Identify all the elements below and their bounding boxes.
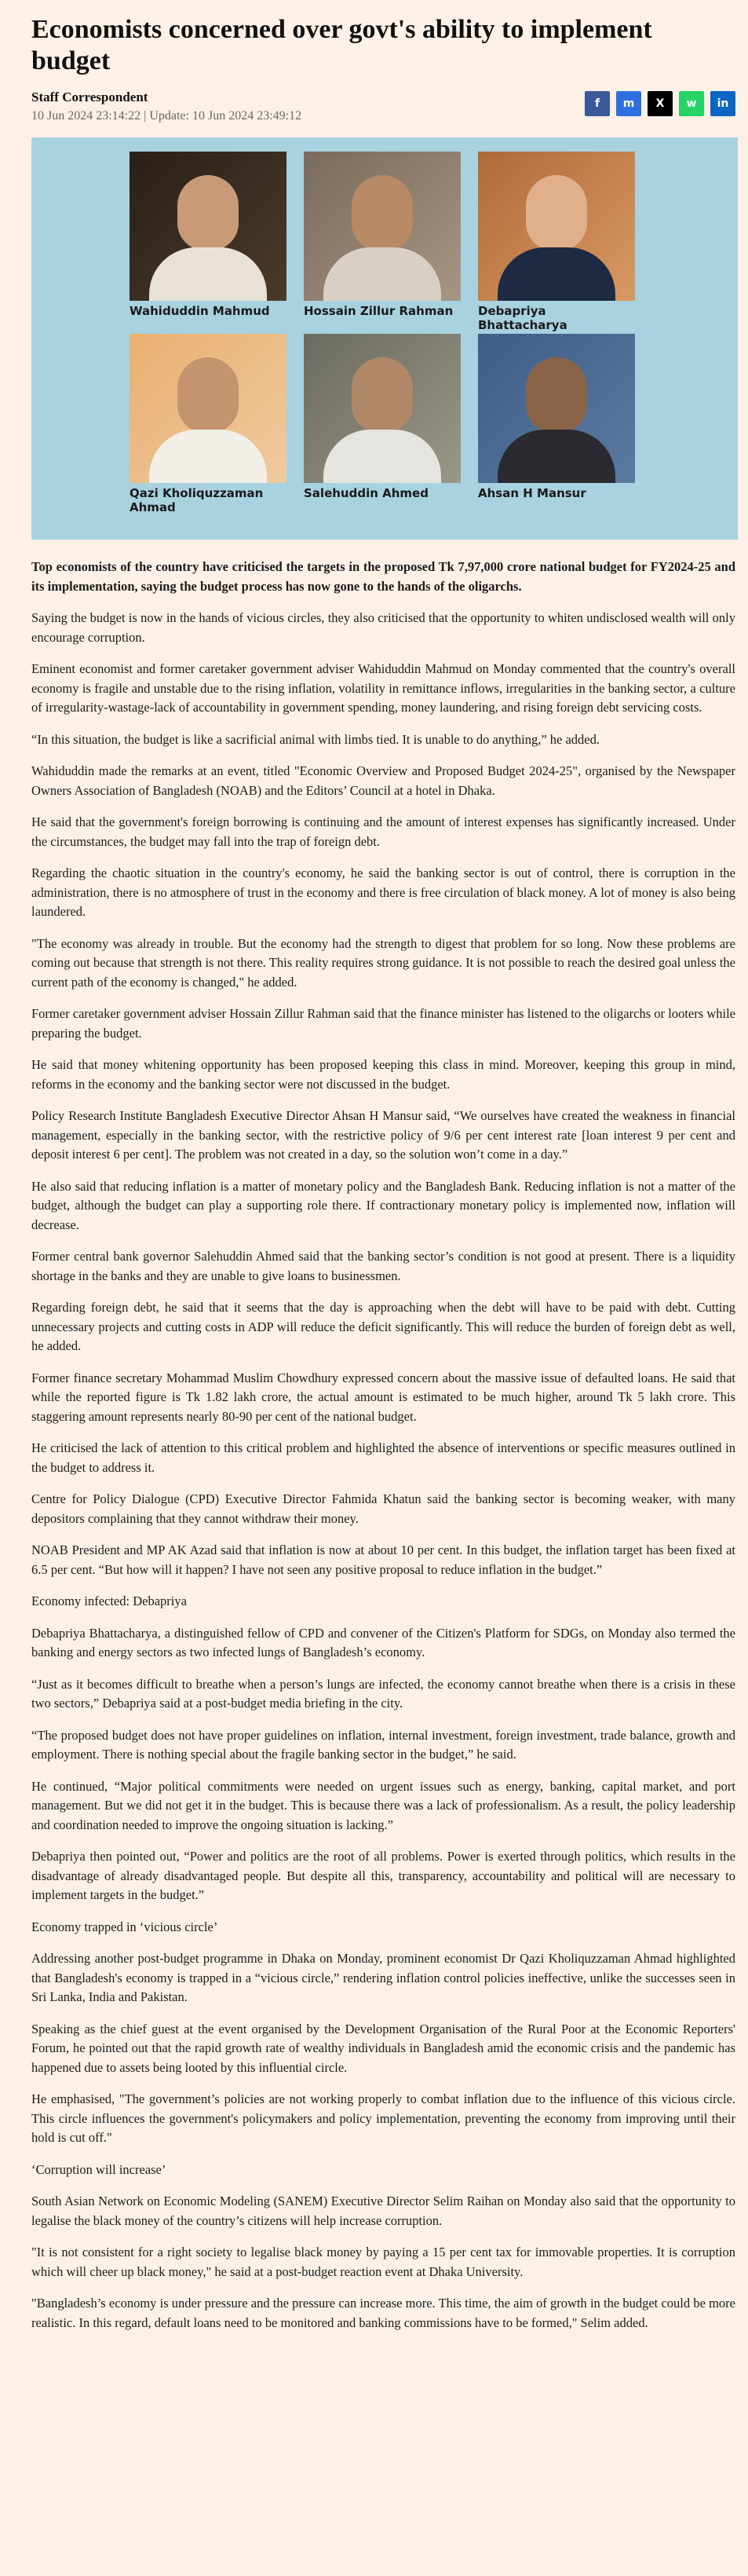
publish-dates: 10 Jun 2024 23:14:22 | Update: 10 Jun 2024 23:49:12 xyxy=(31,109,302,123)
body-paragraph: He emphasised, "The government’s policies are not working properly to combat inflation due to the influence of this vicious circle. This circle influences the government's policymakers and policy implementation, preventing the economy from improving until their hold is cut off." xyxy=(31,2091,735,2145)
portrait-card xyxy=(130,152,286,334)
subheading: Economy trapped in ‘vicious circle’ xyxy=(31,1919,218,1934)
portrait-name: Hossain Zillur Rahman xyxy=(304,304,454,318)
body-paragraph: Wahiduddin made the remarks at an event, titled "Economic Overview and Proposed Budget 2024-25", organised by the Newspaper Owners Association of Bangladesh (NOAB) and the Editors’ Council at a hotel in Dhaka. xyxy=(31,763,735,798)
portrait-photo xyxy=(304,334,461,483)
body-paragraph: NOAB President and MP AK Azad said that inflation is now at about 10 per cent. In this budget, the inflation target has been fixed at 6.5 per cent. “But how will it happen? I have not seen any positive proposal to reduce inflation in the budget.” xyxy=(31,1542,735,1577)
body-paragraph: South Asian Network on Economic Modeling (SANEM) Executive Director Selim Raihan on Monday also said that the opportunity to legalise the black money of the country’s citizens will help increase corruption. xyxy=(31,2194,735,2228)
portrait-photo xyxy=(130,152,286,301)
whatsapp-share-icon[interactable]: w xyxy=(679,91,704,116)
body-paragraph: Debapriya Bhattacharya, a distinguished fellow of CPD and convener of the Citizen's Platform for SDGs, on Monday also termed the banking and energy sectors as two infected lungs of Bangladesh’s economy. xyxy=(31,1625,735,1659)
body-paragraph: "It is not consistent for a right society to legalise black money by paying a 15 per cent tax for immovable properties. It is corruption which will cheer up black money," he said at a post-budget reaction event at Dhaka University. xyxy=(31,2245,735,2279)
portrait-name: Ahsan H Mansur xyxy=(478,486,586,500)
body-paragraph: He said that the government's foreign borrowing is continuing and the amount of interest expenses has significantly increased. Under the circumstances, the budget may fall into the trap of foreign debt. xyxy=(31,814,735,849)
facebook-share-icon[interactable]: f xyxy=(585,91,610,116)
portrait-name: Debapriya Bhattacharya xyxy=(478,304,567,332)
economists-photo-grid xyxy=(130,152,636,516)
author-name[interactable]: Staff Correspondent xyxy=(31,90,148,104)
body-paragraph: Eminent economist and former caretaker government adviser Wahiduddin Mahmud on Monday commented that the country's overall economy is fragile and unstable due to the rising inflation, volatility in remittance inflows, irregularities in the banking sector, a culture of irregularity-wastage-lack of accountability in government spending, money laundering, and rising foreign debt servicing costs. xyxy=(31,661,735,715)
portrait-photo xyxy=(478,334,635,483)
portrait-photo xyxy=(130,334,286,483)
subheading: ‘Corruption will increase’ xyxy=(31,2161,166,2177)
body-paragraph: He criticised the lack of attention to this critical problem and highlighted the absence of interventions or specific measures outlined in the budget to address it. xyxy=(31,1440,735,1475)
body-paragraph: "The economy was already in trouble. But the economy had the strength to digest that problem for so long. Now these problems are coming out because that strength is not there. This reality requires strong guidance. It is not possible to reach the desired goal unless the current path of the economy is changed," he added. xyxy=(31,935,735,990)
body-paragraph: He said that money whitening opportunity has been proposed keeping this class in mind. Moreover, keeping this group in mind, reforms in the economy and the banking sector were not discussed in the budget. xyxy=(31,1057,735,1092)
portrait-name: Wahiduddin Mahmud xyxy=(130,304,270,318)
body-paragraph: “The proposed budget does not have proper guidelines on inflation, internal investment, foreign investment, trade balance, growth and employment. There is nothing special about the fragile banking sector in the budget,” he said. xyxy=(31,1727,735,1762)
body-paragraph: Regarding the chaotic situation in the country's economy, he said the banking sector is out of control, there is corruption in the administration, there is no atmosphere of trust in the economy and there is free circulation of black money. A lot of money is also being laundered. xyxy=(31,865,735,919)
portrait-name: Qazi Kholiquzzaman Ahmad xyxy=(130,486,264,514)
article-title: Economists concerned over govt's ability to implement budget xyxy=(31,15,652,75)
body-paragraph: Debapriya then pointed out, “Power and politics are the root of all problems. Power is exerted through politics, which results in the disadvantage of already disadvantaged people. But despite all this, transparency, accountability and political will are necessary to implement targets in the budget.” xyxy=(31,1849,735,1902)
body-paragraph: Speaking as the chief guest at the event organised by the Development Organisation of the Rural Poor at the Economic Reporters' Forum, he pointed out that the rapid growth rate of wealthy individuals in Bangladesh amid the economic crisis and the pandemic has happened due to assets being looted by this influential circle. xyxy=(31,2021,735,2075)
body-paragraph: Former central bank governor Salehuddin Ahmed said that the banking sector’s condition is not good at present. There is a liquidity shortage in the banks and they are unable to give loans to businessmen. xyxy=(31,1249,735,1283)
body-paragraph: He also said that reducing inflation is a matter of monetary policy and the Bangladesh Bank. Reducing inflation is not a matter of the budget, although the budget can play a supporting role there. If contractionary monetary policy is implemented now, inflation will decrease. xyxy=(31,1178,735,1232)
body-paragraph: Former caretaker government adviser Hossain Zillur Rahman said that the finance minister has listened to the oligarchs or looters while preparing the budget. xyxy=(31,1006,735,1041)
body-paragraph: He continued, “Major political commitments were needed on urgent issues such as energy, banking, capital market, and port management. But we did not get it in the budget. This is because there was a lack of professionalism. As a result, the policy leadership and coordination needed to improve the ongoing situation is lacking.” xyxy=(31,1778,735,1832)
body-paragraph: “Just as it becomes difficult to breathe when a person’s lungs are infected, the economy cannot breathe when there is a crisis in these two sectors,” Debapriya said at a post-budget media briefing in the city. xyxy=(31,1676,735,1711)
portrait-name: Salehuddin Ahmed xyxy=(304,486,429,500)
x-share-icon[interactable]: X xyxy=(648,91,673,116)
portrait-card xyxy=(130,334,286,516)
body-paragraph: "Bangladesh’s economy is under pressure and the pressure can increase more. This time, the aim of growth in the budget could be more realistic. In this regard, default loans need to be monitored and banking commissions have to be formed," Selim added. xyxy=(31,2296,735,2330)
article-meta xyxy=(31,90,735,123)
portrait-card xyxy=(304,334,461,516)
share-bar xyxy=(585,90,735,116)
article-body xyxy=(31,609,735,2333)
subheading: Economy infected: Debapriya xyxy=(31,1594,187,1608)
body-paragraph: Former finance secretary Mohammad Muslim Chowdhury expressed concern about the massive issue of defaulted loans. He said that while the reported figure is Tk 1.82 lakh crore, the actual amount is estimated to be much higher, around Tk 5 lakh crore. This staggering amount represents nearly 80-90 per cent of the national budget. xyxy=(31,1370,735,1424)
portrait-card xyxy=(304,152,461,334)
body-paragraph: Regarding foreign debt, he said that it seems that the day is approaching when the debt will have to be paid with debt. Cutting unnecessary projects and cutting costs in ADP will reduce the deficit significantly. This will reduce the burden of foreign debt as well, he added. xyxy=(31,1300,735,1353)
body-paragraph: Addressing another post-budget programme in Dhaka on Monday, prominent economist Dr Qazi Kholiquzzaman Ahmad highlighted that Bangladesh's economy is trapped in a “vicious circle,” rendering inflation control policies ineffective, unlike the successes seen in Sri Lanka, India and Pakistan. xyxy=(31,1951,735,2004)
linkedin-share-icon[interactable]: in xyxy=(710,91,735,116)
hero-image xyxy=(31,137,738,540)
body-paragraph: Centre for Policy Dialogue (CPD) Executive Director Fahmida Khatun said the banking sector is becoming weaker, with many depositors complaining that they cannot withdraw their money. xyxy=(31,1491,735,1526)
portrait-photo xyxy=(478,152,635,301)
portrait-photo xyxy=(304,152,461,301)
article-lede: Top economists of the country have criticised the targets in the proposed Tk 7,97,000 crore national budget for FY2024-25 and its implementation, saying the budget process has now gone to the hands of the oligarchs. xyxy=(31,559,735,594)
byline xyxy=(31,90,301,123)
body-paragraph: Saying the budget is now in the hands of vicious circles, they also criticised that the opportunity to whiten undisclosed wealth will only encourage corruption. xyxy=(31,610,735,645)
messenger-share-icon[interactable]: m xyxy=(616,91,641,116)
portrait-card xyxy=(478,152,635,334)
body-paragraph: Policy Research Institute Bangladesh Executive Director Ahsan H Mansur said, “We ourselves have created the weakness in financial management, especially in the banking sector, with the restrictive policy of 9/6 per cent interest rate [loan interest 9 per cent and deposit interest 6 per cent]. The problem was not created in a day, so the solution won’t come in a day.” xyxy=(31,1108,735,1162)
body-paragraph: “In this situation, the budget is like a sacrificial animal with limbs tied. It is unable to do anything,” he added. xyxy=(31,731,600,747)
portrait-card xyxy=(478,334,635,516)
